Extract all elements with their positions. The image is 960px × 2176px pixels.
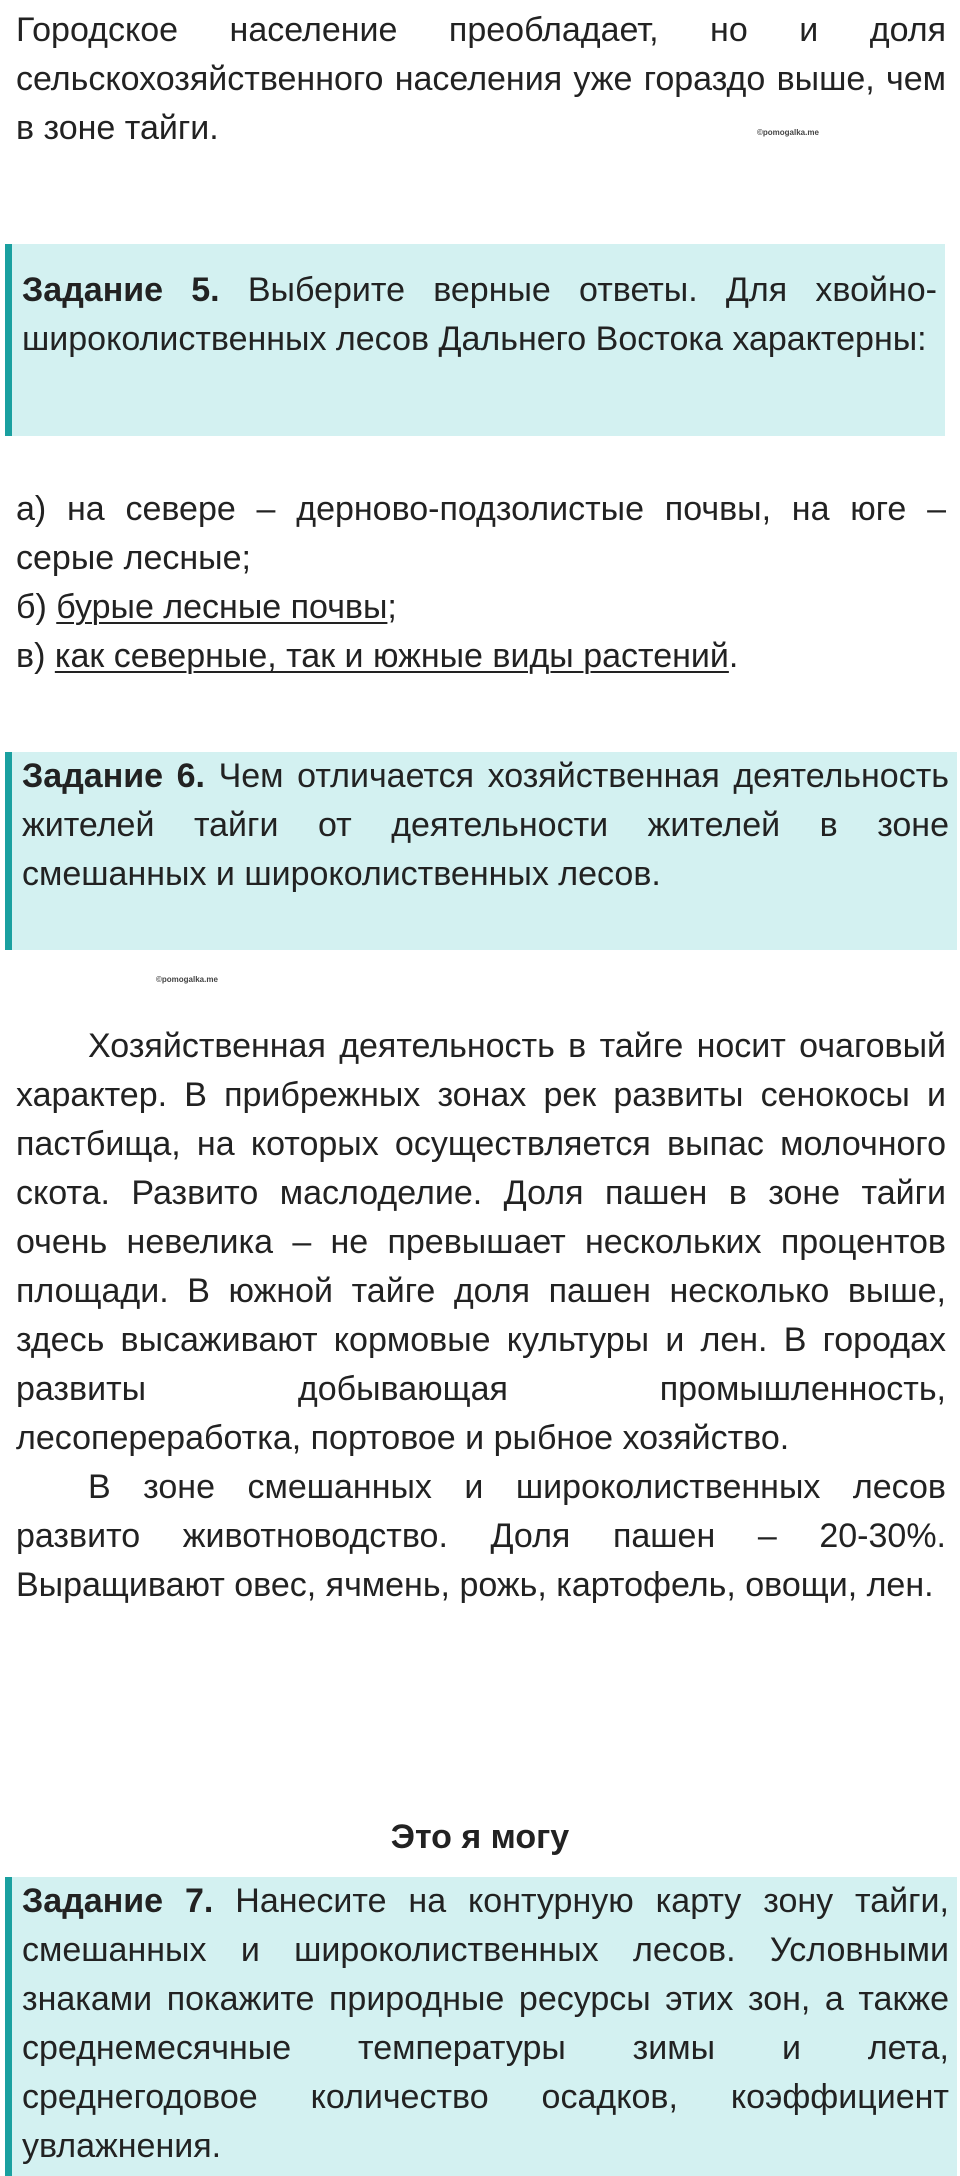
answer-paragraph-1: Хозяйственная деятельность в тайге носит очаговый характер. В прибрежных зонах рек развиты сенокосы и пастбища, на которых осуществляется выпас молочного скота. Развито маслоделие. Доля пашен в зоне тайги очень невелика – не превышает нескольких процентов площади. В южной тайге доля пашен несколько выше, здесь высаживают кормовые культуры и лен. В городах развиты добывающая промышленность, лесопереработка, портовое и рыбное хозяйство. <box>16 1027 946 1457</box>
answer-b-prefix: б) <box>16 588 57 626</box>
task-7-label: Задание 7. <box>22 1882 214 1920</box>
section-heading: Это я могу <box>390 1818 570 1856</box>
task-5-text: Выберите верные ответы. Для хвойно-широколиственных лесов Дальнего Востока характерны: <box>22 271 937 358</box>
answer-c-suffix: . <box>728 637 739 675</box>
task-5-label: Задание 5. <box>22 271 220 309</box>
task-6-box <box>5 752 957 950</box>
task-7-text: Нанесите на контурную карту зону тайги, смешанных и широколиственных лесов. Условными знаками покажите природные ресурсы этих зон, а также среднемесячные температуры зимы и лета, среднегодовое количество осадков, коэффициент увлажнения. <box>22 1882 949 2165</box>
task-5-answers <box>16 485 946 681</box>
answer-paragraph-2: В зоне смешанных и широколиственных лесов развито животноводство. Доля пашен – 20-30%. Выращивают овес, ячмень, рожь, картофель, овощи, лен. <box>16 1468 946 1604</box>
intro-paragraph: Городское население преобладает, но и доля сельскохозяйственного населения уже гораздо выше, чем в зоне тайги. <box>16 11 946 147</box>
watermark: ©pomogalka.me <box>156 975 218 984</box>
answer-c-prefix: в) <box>16 637 55 675</box>
answer-a: а) на севере – дерново-подзолистые почвы, на юге – серые лесные; <box>16 490 946 577</box>
task-6-answer <box>16 1022 946 1610</box>
watermark: ©pomogalka.me <box>757 128 819 137</box>
answer-b-correct: бурые лесные почвы <box>56 588 388 626</box>
answer-b-suffix: ; <box>387 588 397 626</box>
task-6-label: Задание 6. <box>22 757 205 795</box>
answer-c-correct: как северные, так и южные виды растений <box>54 637 729 675</box>
task-5-box <box>5 244 945 436</box>
task-7-box <box>5 1877 957 2176</box>
task-6-text: Чем отличается хозяйственная деятельность жителей тайги от деятельности жителей в зоне смешанных и широколиственных лесов. <box>22 757 949 893</box>
answer-b <box>16 583 946 632</box>
answer-c <box>16 632 946 681</box>
